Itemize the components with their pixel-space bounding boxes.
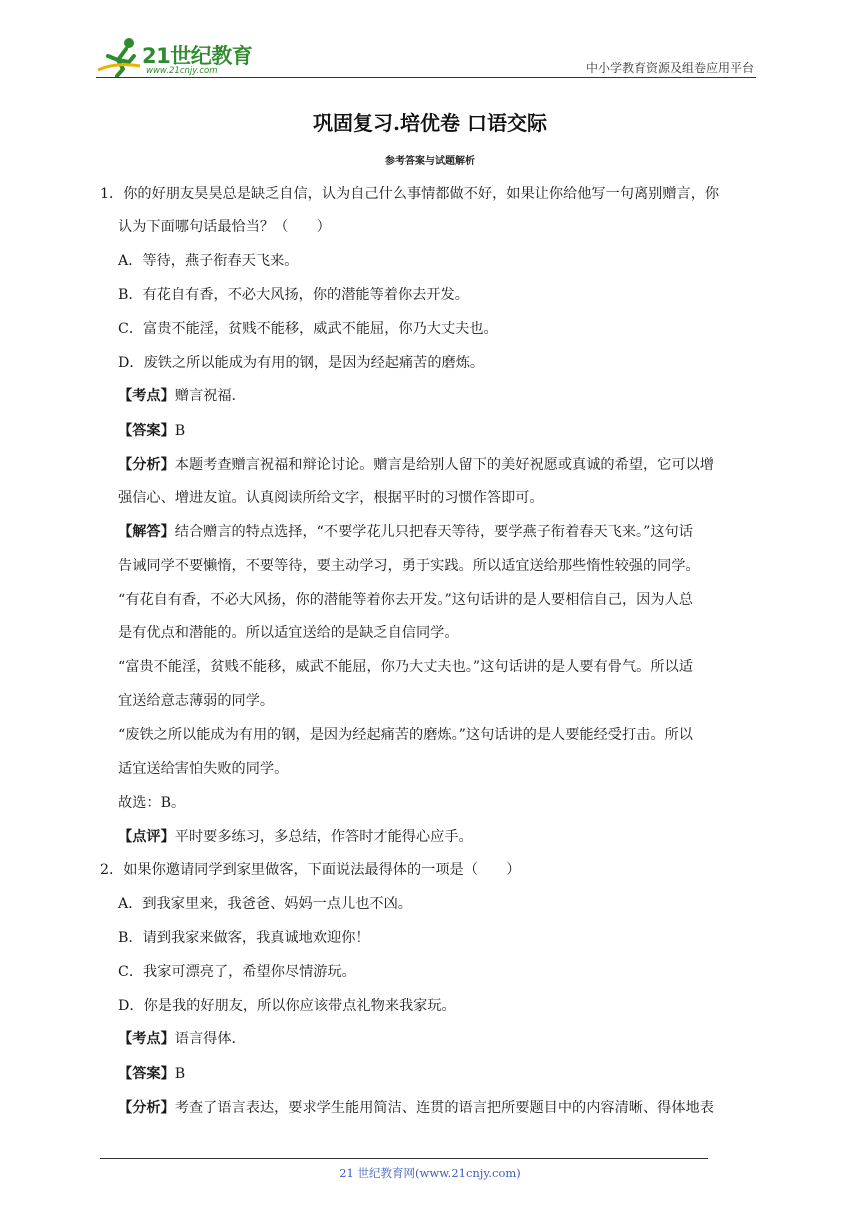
- q1-jieda-line-6: 宜送给意志薄弱的同学。: [118, 693, 275, 709]
- q2-kaodian: [118, 1029, 236, 1049]
- document-title: 巩固复习.培优卷 口语交际: [313, 111, 547, 135]
- q1-dianping-text: 平时要多练习，多总结，作答时才能得心应手。: [174, 829, 473, 845]
- q2-kaodian-tag: 【考点】: [118, 1031, 175, 1047]
- page-footer: 21 世纪教育网(www.21cnjy.com): [339, 1166, 521, 1180]
- q1-jieda-line-2: 告诫同学不要懒惰，不要等待，要主动学习，勇于实践。所以适宜送给那些惰性较强的同学。: [118, 558, 700, 574]
- q1-answer-tag: 【答案】: [118, 423, 175, 439]
- logo-text: 21世纪教育: [142, 44, 253, 68]
- q1-fenxi-line-1: [118, 455, 714, 475]
- q2-answer-tag: 【答案】: [118, 1066, 175, 1082]
- runner-logo-icon: [96, 36, 142, 78]
- q1-jieda-line-7: “废铁之所以能成为有用的钢，是因为经起痛苦的磨炼。”这句话讲的是人要能经受打击。所以: [118, 727, 693, 743]
- q1-jieda-line-8: 适宜送给害怕失败的同学。: [118, 761, 289, 777]
- q2-fenxi-tag: 【分析】: [118, 1100, 175, 1116]
- q2-option-d: D．你是我的好朋友，所以你应该带点礼物来我家玩。: [118, 998, 456, 1014]
- q1-kaodian-tag: 【考点】: [118, 388, 175, 404]
- q1-jieda-line-3: “有花自有香，不必大风扬，你的潜能等着你去开发。”这句话讲的是人要相信自己，因为人总: [118, 592, 693, 608]
- q1-stem-line-2: 认为下面哪句话最恰当？（ ）: [118, 219, 331, 235]
- q1-option-b: B．有花自有香，不必大风扬，你的潜能等着你去开发。: [118, 287, 469, 303]
- q1-dianping: [118, 827, 473, 847]
- q2-fenxi-text-1: 考查了语言表达，要求学生能用简洁、连贯的语言把所要题目中的内容清晰、得体地表: [174, 1100, 714, 1116]
- q2-fenxi-line-1: [118, 1098, 714, 1118]
- page-header: [96, 30, 756, 80]
- q1-jieda-line-1: [118, 522, 693, 542]
- footer-divider: [100, 1158, 708, 1159]
- q1-stem-line-1: 1．你的好朋友昊昊总是缺乏自信，认为自己什么事情都做不好，如果让你给他写一句离别赠言，你: [100, 186, 720, 202]
- site-logo: [96, 36, 266, 76]
- q2-stem: 2．如果你邀请同学到家里做客，下面说法最得体的一项是（ ）: [100, 862, 521, 878]
- q2-option-a: A．到我家里来，我爸爸、妈妈一点儿也不凶。: [118, 896, 412, 912]
- q1-answer: [118, 421, 185, 441]
- logo-url: www.21cnjy.com: [146, 66, 218, 76]
- q1-jieda-line-5: “富贵不能淫，贫贱不能移，威武不能屈，你乃大丈夫也。”这句话讲的是人要有骨气。所以适: [118, 659, 693, 675]
- q1-jieda-text-1: 结合赠言的特点选择，“不要学花儿只把春天等待，要学燕子衔着春天飞来。”这句话: [174, 524, 693, 540]
- q1-kaodian-text: 赠言祝福.: [174, 388, 237, 404]
- q2-option-b: B．请到我家来做客，我真诚地欢迎你！: [118, 930, 370, 946]
- header-divider: [96, 77, 756, 78]
- q1-option-c: C．富贵不能淫，贫贱不能移，威武不能屈，你乃大丈夫也。: [118, 321, 498, 337]
- q2-answer: [118, 1064, 185, 1084]
- q1-fenxi-tag: 【分析】: [118, 457, 175, 473]
- q1-guxuan: 故选：B。: [118, 795, 186, 811]
- q1-answer-value: B: [174, 423, 186, 439]
- q1-jieda-line-4: 是有优点和潜能的。所以适宜送给的是缺乏自信同学。: [118, 625, 459, 641]
- document-subtitle: 参考答案与试题解析: [385, 156, 475, 167]
- header-platform-name: 中小学教育资源及组卷应用平台: [585, 61, 754, 75]
- q2-answer-value: B: [174, 1066, 186, 1082]
- q2-kaodian-text: 语言得体.: [174, 1031, 237, 1047]
- q1-kaodian: [118, 386, 236, 406]
- q1-option-d: D．废铁之所以能成为有用的钢，是因为经起痛苦的磨炼。: [118, 355, 485, 371]
- q1-fenxi-text-1: 本题考查赠言祝福和辩论讨论。赠言是给别人留下的美好祝愿或真诚的希望，它可以增: [174, 457, 714, 473]
- q2-option-c: C．我家可漂亮了，希望你尽情游玩。: [118, 964, 356, 980]
- q1-jieda-tag: 【解答】: [118, 524, 175, 540]
- q1-dianping-tag: 【点评】: [118, 829, 175, 845]
- q1-fenxi-line-2: 强信心、增进友谊。认真阅读所给文字，根据平时的习惯作答即可。: [118, 490, 544, 506]
- q1-option-a: A．等待，燕子衔春天飞来。: [118, 253, 299, 269]
